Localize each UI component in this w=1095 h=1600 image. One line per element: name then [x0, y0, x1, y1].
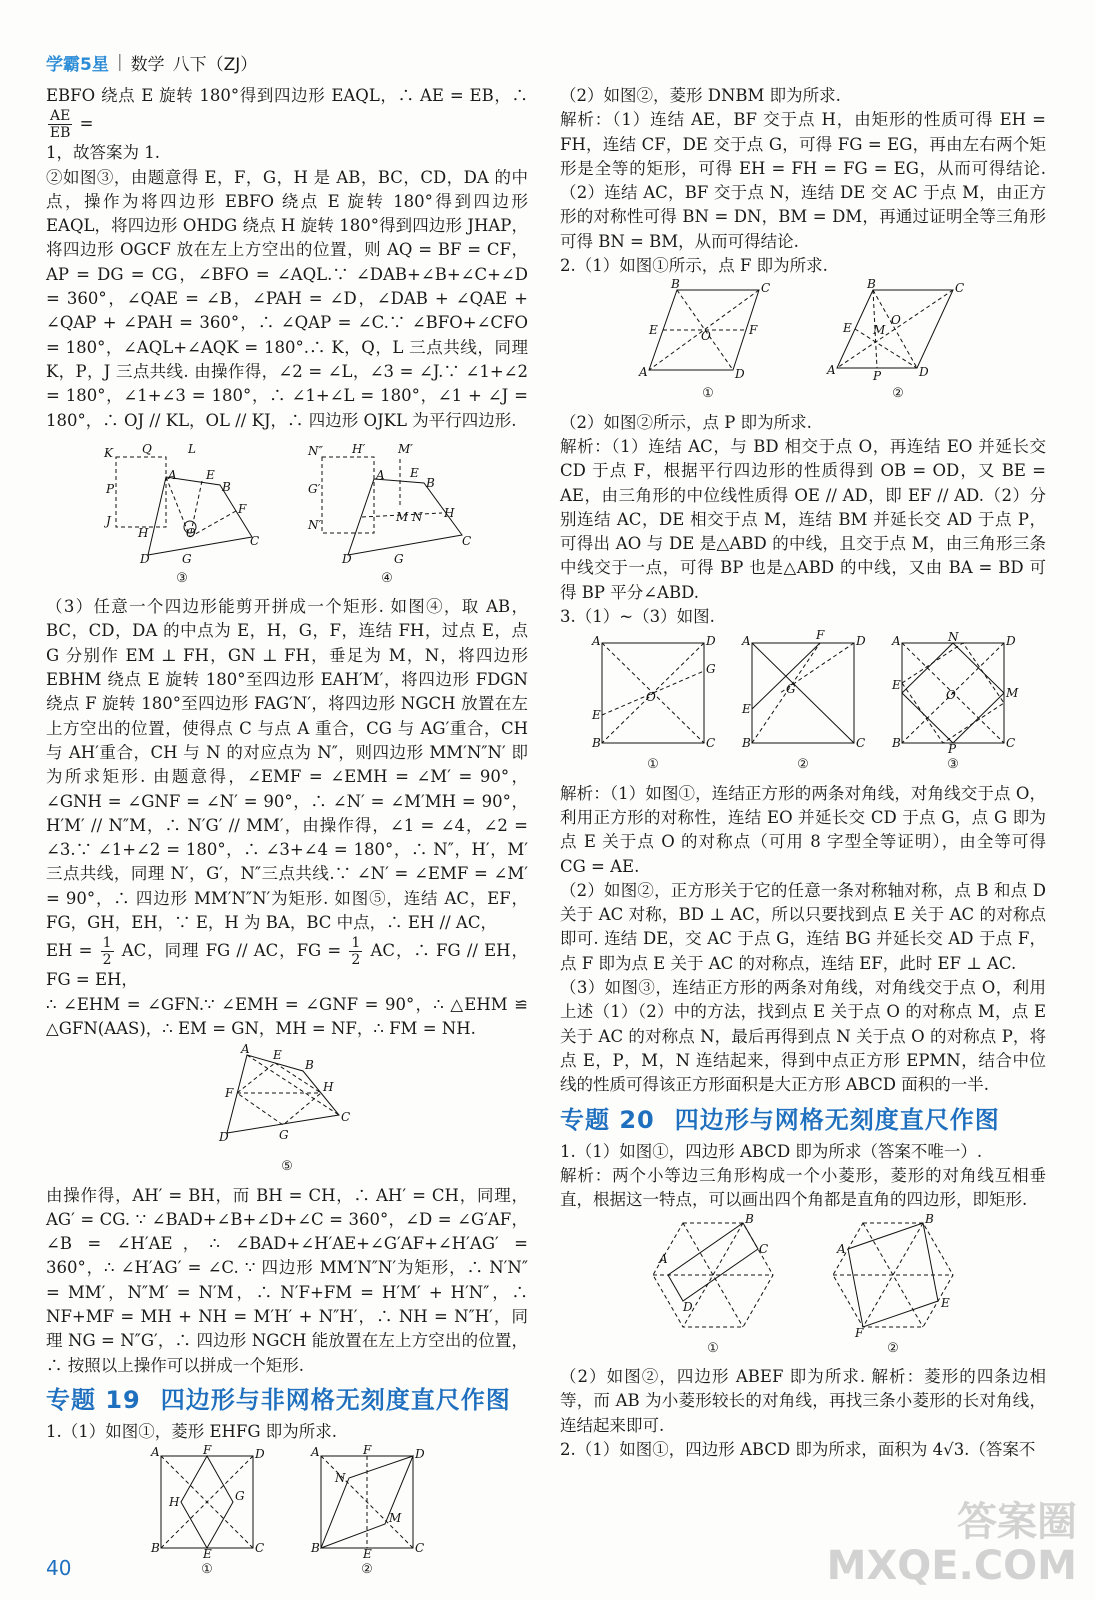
svg-text:D: D — [856, 634, 866, 649]
figure-row-5 — [46, 1042, 528, 1179]
svg-text:O: O — [946, 688, 956, 703]
svg-text:A: A — [151, 1445, 160, 1460]
svg-text:D: D — [219, 1130, 229, 1145]
svg-text:H: H — [138, 525, 149, 540]
svg-text:A: A — [592, 634, 601, 649]
svg-text:G: G — [394, 551, 404, 566]
figure-3-1 — [590, 633, 716, 777]
figure-row-20 — [560, 1211, 1046, 1361]
svg-text:N″: N″ — [308, 443, 323, 458]
svg-text:G: G — [279, 1128, 289, 1143]
figure-caption: ① — [201, 1562, 213, 1578]
figure-caption: ② — [797, 757, 809, 773]
svg-text:G′: G′ — [308, 481, 321, 496]
text-span: = — [79, 114, 94, 134]
svg-text:N′: N′ — [308, 517, 322, 532]
svg-text:H: H — [169, 1495, 180, 1510]
watermark-text: 答案圈 — [957, 1499, 1077, 1545]
svg-text:C: C — [856, 736, 866, 751]
paragraph: ②如图③，由题意得 E，F，G，H 是 AB，BC，CD，DA 的中点，操作为将四边形 EBFO 绕点 E 旋转 180°得到四边形 EAQL，将四边形 OHDG 绕点 H 旋转 180°得到四边形 JHAP，将四边形 OGCF 放在左上方空出的位置，则 AQ = BF = CF，AP = DG = CG，∠BFO = ∠AQL.∵ ∠DAB+∠B+∠C+∠D = 360°，∠QAE = ∠B，∠PAH = ∠D，∠DAB + ∠QAE + ∠QAP + ∠PAH = 360°，∴ ∠QAP = ∠C.∵ ∠BFO+∠CFO = 180°，∠AQL+∠AQK = 180°.∴ K，Q，L 三点共线，同理 K，P，J 三点共线. 由操作得，∠2 = ∠L，∠3 = ∠J.∵ ∠1+∠2 = 180°，∠1+∠3 = 180°，∴ ∠1+∠L = 180°，∠1 + ∠J = 180°，∴ OJ // KL，OL // KJ，∴ 四边形 OJKL 为平行四边形. — [46, 167, 528, 430]
fraction-one-half — [101, 935, 114, 968]
text-span: AC，同理 FG // AC，FG = — [121, 941, 342, 961]
section-number: 专题 19 — [46, 1385, 141, 1414]
paragraph: 解析：（1）连结 AC，与 BD 相交于点 O，再连结 EO 并延长交 CD 于点 F，根据平行四边形的性质得到 OB = OD，又 BE = AE，由三角形的中位线性质得 OE // AD，即 EF // AD.（2）分别连结 AC，DE 相交于点 M，连结 BM 并延长交 AD 于点 P，可得出 AO 与 DE 是△ABD 的中线，且交于点 M，由三角形三条中线交于一点，可得 BP 也是△ABD 的中线，又由 BA = BD 可得 BP 平分∠ABD. — [560, 436, 1046, 602]
fraction-numerator: AE — [50, 108, 71, 125]
svg-text:N: N — [948, 630, 959, 645]
svg-text:C: C — [1006, 736, 1016, 751]
svg-text:E: E — [203, 1547, 212, 1562]
svg-text:P: P — [106, 481, 115, 496]
figure-caption: ④ — [381, 570, 393, 586]
section-20-heading — [560, 1105, 1046, 1134]
svg-text:A: A — [837, 1241, 846, 1256]
figure-caption: ② — [892, 386, 904, 402]
svg-text:A: A — [827, 363, 836, 378]
svg-text:F: F — [203, 1443, 212, 1458]
figure-caption: ② — [361, 1562, 373, 1578]
svg-text:A: A — [892, 634, 901, 649]
figure-20-1 — [643, 1211, 783, 1361]
svg-text:L: L — [188, 441, 196, 456]
paragraph: （3）如图③，连结正方形的两条对角线，对角线交于点 O，利用上述（1）（2）中的方法，找到点 E 关于点 O 的对称点 M，点 E 关于 AC 的对称点 N，最后再得到点 N 关于点 O 的对称点 P，将点 E，P，M，N 连结起来，得到中点正方形 EPMN，结合中位线的性质可得该正方形面积是大正方形 ABCD 面积的一半. — [560, 978, 1046, 1095]
svg-text:P: P — [873, 369, 882, 384]
figure-3-3 — [890, 630, 1019, 777]
figure-caption: ① — [707, 1340, 719, 1356]
svg-text:C: C — [759, 1241, 769, 1256]
svg-text:F: F — [363, 1443, 372, 1458]
figure-3 — [102, 437, 262, 591]
svg-text:Q: Q — [142, 441, 152, 456]
figure-caption: ⑤ — [281, 1159, 293, 1175]
paragraph: （2）如图②所示，点 P 即为所求. — [560, 412, 812, 432]
figure-19-2 — [307, 1443, 427, 1582]
svg-text:F: F — [225, 1086, 234, 1101]
svg-text:A: A — [241, 1042, 250, 1057]
header-subject: 数学 — [130, 54, 165, 75]
figure-20-2 — [823, 1211, 963, 1361]
header-grade: 八下（ZJ） — [172, 54, 258, 75]
svg-text:E: E — [843, 321, 852, 336]
svg-text:O: O — [891, 313, 901, 328]
figure-row-19 — [46, 1443, 528, 1582]
svg-text:C: C — [761, 281, 771, 296]
figure-3-2 — [740, 628, 866, 777]
svg-text:F: F — [816, 628, 825, 643]
svg-text:D: D — [683, 1299, 693, 1314]
svg-text:K: K — [104, 445, 113, 460]
paragraph: 1，故答案为 1. — [46, 143, 160, 163]
section-title: 四边形与非网格无刻度直尺作图 — [160, 1385, 511, 1414]
figure-5 — [217, 1042, 357, 1179]
svg-text:G: G — [235, 1489, 245, 1504]
svg-text:H: H — [444, 505, 455, 520]
figure-caption: ③ — [947, 757, 959, 773]
svg-text:F: F — [238, 501, 247, 516]
left-column — [46, 84, 528, 1587]
paragraph: 3.（1）~（3）如图. — [560, 607, 715, 627]
svg-text:C: C — [415, 1541, 425, 1556]
svg-text:O: O — [186, 525, 196, 540]
svg-text:E: E — [363, 1547, 372, 1562]
paragraph: （3）任意一个四边形能剪开拼成一个矩形. 如图④，取 AB，BC，CD，DA 的中点为 E，H，G，F，连结 FH，过点 E，点 G 分别作 EM ⊥ FH，GN ⊥ FH，垂足为 M，N，将四边形 EBHM 绕点 E 旋转 180°至四边形 EAH′M′，将四边形 FDGN 绕点 F 旋转 180°至四边形 FAG′N′，将四边形 NGCH 放置在左上方空出的位置，使得点 C 与点 A 重合，CG 与 AG′重合，CH 与 AH′重合，CH 与 N 的对应点为 N″，则四边形 MM′N″N′ 即为所求矩形. 由题意得，∠EMF = ∠EMH = ∠M′ = 90°，∠GNH = ∠GNF = ∠N′ = 90°，∴ ∠N′ = ∠M′MH = 90°，H′M′ // N″M，∴ N′G′ // MM′，由操作得，∠1 = ∠4，∠2 = ∠3.∵ ∠1+∠2 = 180°，∴ ∠3+∠4 = 180°，∴ N″，H′，M′三点共线，同理 N′，G′，N″三点共线.∵ ∠N′ = ∠EMF = ∠M′ = 90°，∴ 四边形 MM′N″N′为矩形. 如图⑤，连结 AC，EF，FG，GH，EH，∵ E，H 为 BA，BC 中点，∴ EH // AC， — [46, 597, 528, 933]
svg-text:O: O — [701, 329, 711, 344]
svg-text:J: J — [106, 513, 111, 528]
svg-text:D: D — [706, 634, 716, 649]
watermark-url: MXQE.COM — [826, 1543, 1077, 1589]
figure-row-3-4 — [46, 437, 528, 591]
fraction-numerator: 1 — [102, 935, 112, 952]
svg-text:B: B — [311, 1541, 320, 1556]
svg-text:E: E — [206, 467, 215, 482]
text-span: EBFO 绕点 E 旋转 180°得到四边形 EAQL，∴ AE = EB，∴ — [46, 86, 528, 105]
svg-text:A: A — [376, 467, 385, 482]
figure-19-1 — [147, 1443, 267, 1582]
figure-caption: ② — [887, 1340, 899, 1356]
svg-text:M: M — [396, 509, 409, 524]
svg-text:B: B — [867, 277, 876, 292]
fraction-denominator: 2 — [351, 952, 361, 969]
figure-2-2 — [823, 277, 973, 406]
header-separator: | — [116, 52, 123, 72]
svg-text:B: B — [925, 1211, 934, 1226]
fraction-one-half — [349, 935, 362, 968]
paragraph: 解析：两个小等边三角形构成一个小菱形，菱形的对角线互相垂直，根据这一特点，可以画出四个角都是直角的四边形，即矩形. — [560, 1166, 1046, 1210]
figure-2-1 — [633, 277, 783, 406]
figure-4 — [302, 437, 472, 591]
paragraph — [46, 84, 528, 141]
svg-text:E: E — [273, 1048, 282, 1063]
svg-text:E: E — [592, 708, 601, 723]
section-19-heading — [46, 1385, 528, 1414]
svg-text:N: N — [412, 509, 423, 524]
svg-text:A: A — [742, 634, 751, 649]
svg-text:N: N — [335, 1471, 346, 1486]
svg-text:M: M — [389, 1511, 402, 1526]
page-number: 40 — [46, 1556, 72, 1580]
text-span: EH = — [46, 941, 93, 961]
svg-text:F: F — [749, 323, 758, 338]
svg-text:B: B — [305, 1058, 314, 1073]
fraction-denominator: 2 — [102, 952, 112, 969]
figure-row-3 — [560, 628, 1046, 777]
svg-text:D: D — [140, 551, 150, 566]
svg-text:A: A — [168, 467, 177, 482]
figure-caption: ① — [647, 757, 659, 773]
fraction-numerator: 1 — [351, 935, 361, 952]
svg-text:C: C — [250, 533, 260, 548]
figure-row-2 — [560, 277, 1046, 406]
svg-text:M: M — [1006, 686, 1019, 701]
figure-caption: ③ — [176, 570, 188, 586]
svg-text:C: C — [255, 1541, 265, 1556]
svg-text:D: D — [919, 365, 929, 380]
svg-text:E: E — [649, 323, 658, 338]
paragraph — [46, 935, 528, 992]
page-header — [46, 48, 257, 76]
svg-text:E: E — [892, 678, 901, 693]
paragraph: ∴ ∠EHM = ∠GFN.∵ ∠EMH = ∠GNF = 90°，∴ △EHM ≌ △GFN(AAS)，∴ EM = GN，MH = NF，∴ FM = NH. — [46, 994, 528, 1038]
section-number: 专题 20 — [560, 1105, 655, 1134]
svg-text:M: M — [873, 323, 886, 338]
svg-text:C: C — [462, 533, 472, 548]
svg-text:G: G — [786, 682, 796, 697]
figure-caption: ① — [702, 386, 714, 402]
paragraph: 解析：（1）如图①，连结正方形的两条对角线，对角线交于点 O，利用正方形的对称性，连结 EO 并延长交 CD 于点 G，点 G 即为点 E 关于点 O 的对称点（可用 8 字型全等证明），由全等可得 CG = AE. — [560, 783, 1046, 876]
svg-text:P: P — [948, 742, 957, 757]
svg-text:D: D — [735, 367, 745, 382]
paragraph: （2）如图②，正方形关于它的任意一条对称轴对称，点 B 和点 D 关于 AC 对称，BD ⊥ AC，所以只要找到点 E 关于 AC 的对称点即可. 连结 DE，交 AC 于点 G，连结 BG 并延长交 AD 于点 F，点 F 即为点 E 关于 AC 的对称点，连结 EF，此时 EF ⊥ AC. — [560, 880, 1046, 973]
paragraph: 由操作得，AH′ = BH，而 BH = CH，∴ AH′ = CH，同理，AG′ = CG. ∵ ∠BAD+∠B+∠D+∠C = 360°，∠D = ∠G′AF，∠B = ∠H′AE，∴ ∠BAD+∠H′AE+∠G′AF+∠H′AG′ = 360°，∴ ∠H′AG′ = ∠C. ∵ 四边形 MM′N″N′为矩形，∴ N′N″ = MM′，N″M′ = N′M，∴ N′F+FM = H′M′ + H′N″，∴ NF+MF = MH + NH = M′H′ + N″H′，∴ NH = N″H′，同理 NG = N″G′，∴ 四边形 NGCH 能放置在左上方空出的位置，∴ 按照以上操作可以拼成一个矩形. — [46, 1185, 528, 1375]
watermark — [827, 1500, 1077, 1588]
paragraph: （2）如图②，菱形 DNBM 即为所求. — [560, 86, 841, 105]
svg-text:A: A — [639, 365, 648, 380]
svg-text:B: B — [892, 736, 901, 751]
paragraph: 1.（1）如图①，四边形 ABCD 即为所求（答案不唯一）. — [560, 1141, 983, 1161]
section-title: 四边形与网格无刻度直尺作图 — [674, 1105, 1000, 1134]
svg-text:D: D — [1006, 634, 1016, 649]
svg-text:D: D — [255, 1447, 265, 1462]
svg-text:B: B — [671, 277, 680, 292]
svg-text:C: C — [341, 1110, 351, 1125]
svg-text:M′: M′ — [398, 441, 414, 456]
svg-text:B: B — [151, 1541, 160, 1556]
svg-text:D: D — [415, 1447, 425, 1462]
paragraph: 2.（1）如图①，四边形 ABCD 即为所求，面积为 4√3.（答案不 — [560, 1439, 1036, 1459]
fraction-ae-eb — [48, 108, 72, 141]
svg-text:H: H — [323, 1080, 334, 1095]
svg-text:O: O — [646, 690, 656, 705]
svg-text:C: C — [706, 736, 716, 751]
svg-text:C: C — [955, 281, 965, 296]
svg-text:B: B — [222, 479, 231, 494]
paragraph: 1.（1）如图①，菱形 EHFG 即为所求. — [46, 1422, 338, 1442]
svg-text:B: B — [745, 1211, 754, 1226]
svg-text:H′: H′ — [352, 441, 366, 456]
paragraph: （2）如图②，四边形 ABEF 即为所求. 解析：菱形的四条边相等，而 AB 为小菱形较长的对角线，再找三条小菱形的长对角线，连结起来即可. — [560, 1366, 1046, 1435]
brand-logo: 学霸5星 — [46, 54, 109, 75]
fraction-denominator: EB — [49, 125, 71, 142]
svg-text:G: G — [182, 551, 192, 566]
svg-text:E: E — [941, 1295, 950, 1310]
svg-text:A: A — [311, 1445, 320, 1460]
svg-text:B: B — [742, 736, 751, 751]
right-column — [560, 84, 1046, 1462]
svg-text:F: F — [855, 1325, 864, 1340]
paragraph: 2.（1）如图①所示，点 F 即为所求. — [560, 256, 828, 276]
svg-text:E: E — [410, 465, 419, 480]
svg-text:B: B — [592, 736, 601, 751]
text-span: AC，∴ FG // EH，FG = EH， — [46, 941, 528, 990]
paragraph: 解析：（1）连结 AE，BF 交于点 H，由矩形的性质可得 EH = FH，连结 CF，DE 交于点 G，可得 FG = EG，再由左右两个矩形是全等的矩形，可得 EH = FH = FG = EG，从而可得结论.（2）连结 AC，BF 交于点 N，连结 DE 交 AC 于点 M，由正方形的对称性可得 BN = DN，BM = DM，再通过证明全等三角形可得 BN = BM，从而可得结论. — [560, 110, 1046, 251]
svg-text:D: D — [342, 551, 352, 566]
svg-text:B: B — [426, 475, 435, 490]
svg-text:E: E — [742, 702, 751, 717]
svg-text:A: A — [659, 1251, 668, 1266]
svg-text:G: G — [706, 662, 716, 677]
